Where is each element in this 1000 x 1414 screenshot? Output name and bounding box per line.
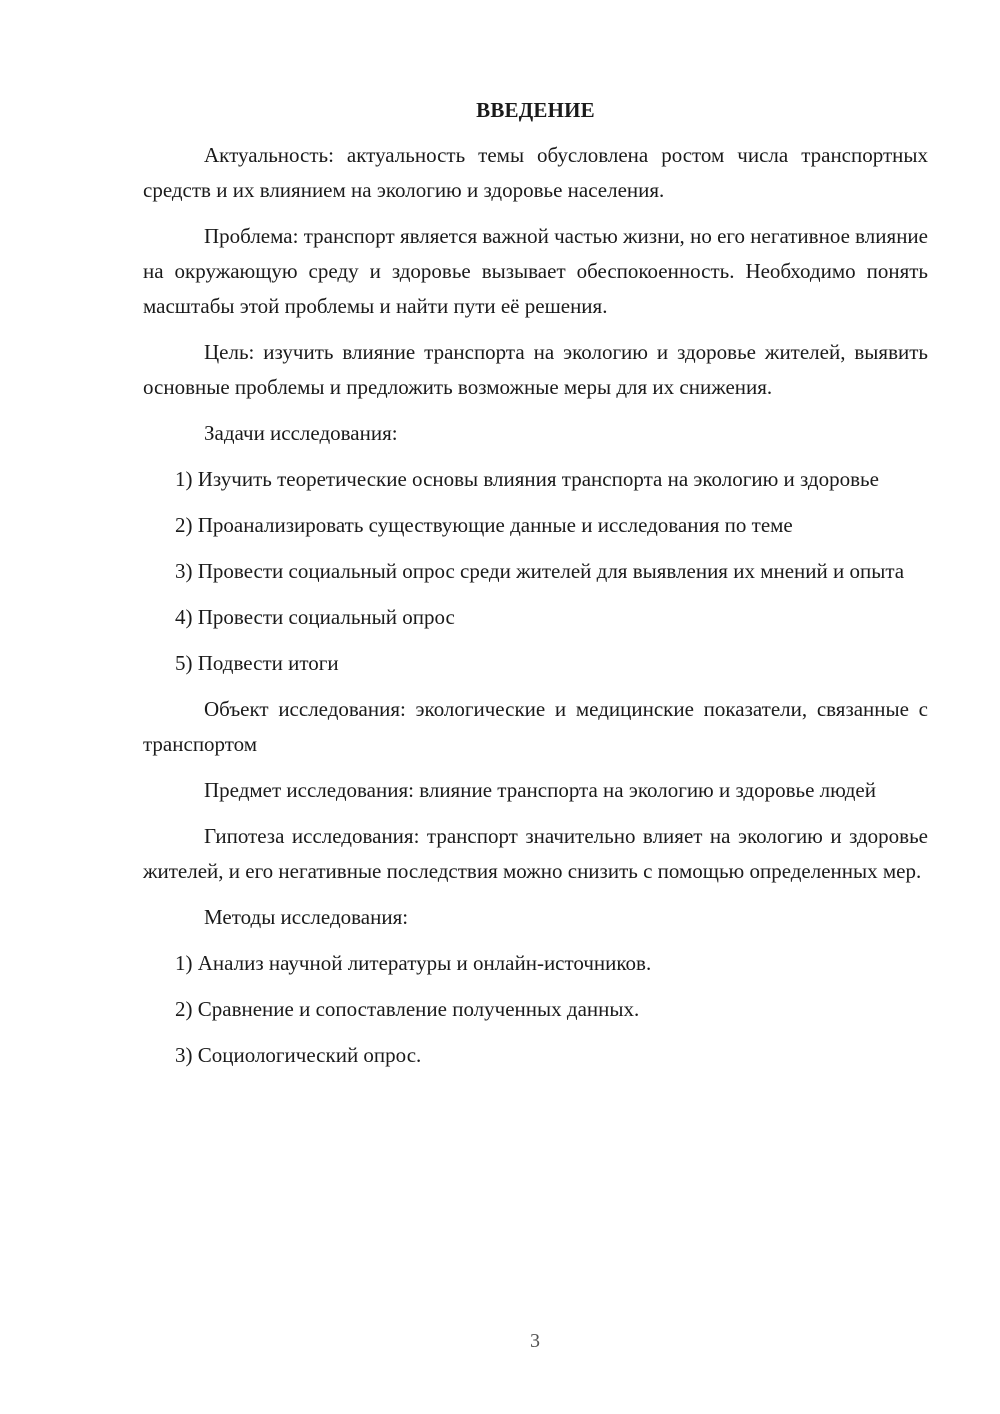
relevance-paragraph: Актуальность: актуальность темы обусловлена ростом числа транспортных средств и их влиянием на экологию и здоровье населения. [143,143,928,202]
tasks-heading: Задачи исследования: [204,421,398,445]
task-item-3: 3) Провести социальный опрос среди жителей для выявления их мнений и опыта [175,559,905,583]
task-item-4: 4) Провести социальный опрос [175,605,455,629]
research-object-paragraph: Объект исследования: экологические и медицинские показатели, связанные с транспортом [143,697,928,756]
document-page [143,93,928,1084]
problem-paragraph: Проблема: транспорт является важной частью жизни, но его негативное влияние на окружающую среду и здоровье вызывает обеспокоенность. Необходимо понять масштабы этой проблемы и найти пути её решения. [143,224,928,318]
research-hypothesis-paragraph: Гипотеза исследования: транспорт значительно влияет на экологию и здоровье жителей, и его негативные последствия можно снизить с помощью определенных мер. [143,824,928,883]
method-item-3: 3) Социологический опрос. [175,1043,422,1067]
page-title: ВВЕДЕНИЕ [476,98,595,122]
task-item-1: 1) Изучить теоретические основы влияния транспорта на экологию и здоровье [175,467,879,491]
research-subject-paragraph: Предмет исследования: влияние транспорта на экологию и здоровье людей [204,778,876,802]
goal-paragraph: Цель: изучить влияние транспорта на экологию и здоровье жителей, выявить основные проблемы и предложить возможные меры для их снижения. [143,340,928,399]
task-item-2: 2) Проанализировать существующие данные и исследования по теме [175,513,793,537]
method-item-1: 1) Анализ научной литературы и онлайн-источников. [175,951,652,975]
page-number: 3 [530,1330,540,1352]
methods-heading: Методы исследования: [204,905,409,929]
method-item-2: 2) Сравнение и сопоставление полученных данных. [175,997,640,1021]
task-item-5: 5) Подвести итоги [175,651,339,675]
